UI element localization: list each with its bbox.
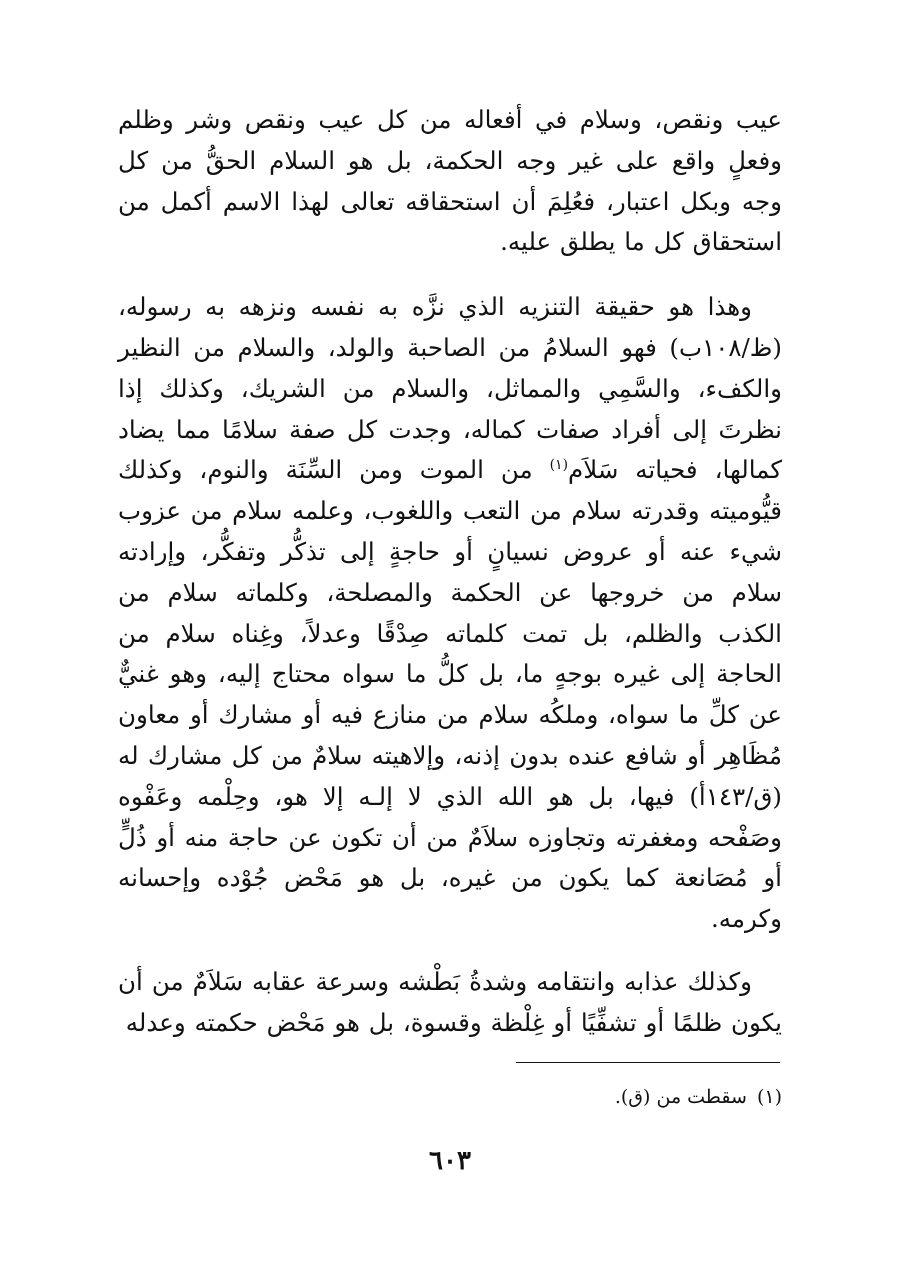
paragraph-2-text-before: وهذا هو حقيقة التنزيه الذي نزَّه به نفسه ونزهه به رسوله، (ظ/١٠٨ب) فهو السلامُ من الصاحبة والولد، والسلام من النظير والكفء، والسَّمِي والمماثل، والسلام من الشريك، وكذلك إذا نظرتَ إلى أفراد صفات كماله، وجدت كل صفة سلامًا مما يضاد كمالها، فحياته سَلاَم [118,292,782,485]
page-number: ٦٠٣ [429,1146,471,1176]
page-body [118,100,782,1044]
paragraph-2 [118,287,782,940]
paragraph-2-text-after: من الموت ومن السِّنَة والنوم، وكذلك قيُّوميته وقدرته سلام من التعب واللغوب، وعلمه سلام من عزوب شيء عنه أو عروض نسيانٍ أو حاجةٍ إلى تذكُّر وتفكُّر، وإرادته سلام من خروجها عن الحكمة والمصلحة، وكلماته سلام من الكذب والظلم، بل تمت كلماته صِدْقًا وعدلاً، وغِناه سلام من الحاجة إلى غيره بوجهٍ ما، بل كلُّ ما سواه محتاج إليه، وهو غنيٌّ عن كلِّ ما سواه، وملكُه سلام من منازع فيه أو مشارك أو معاون مُظَاهِر أو شافع عنده بدون إذنه، وإلاهيته سلامٌ من كل مشارك له (ق/١٤٣أ) فيها، بل هو الله الذي لا إلـه إلا هو، وحِلْمه وعَفْوه وصَفْحه ومغفرته وتجاوزه سلاَمٌ من أن تكون عن حاجة منه أو ذُلٍّ أو مُصَانعة كما يكون من غيره، بل هو مَحْض جُوْده وإحسانه وكرمه. [118,455,782,934]
footnote-separator [516,1062,780,1063]
footnote-marker: (١) [756,1086,782,1108]
footnote-reference: (١) [549,457,569,474]
paragraph-1: عيب ونقص، وسلام في أفعاله من كل عيب ونقص وشر وظلم وفعلٍ واقع على غير وجه الحكمة، بل هو السلام الحقُّ من كل وجه وبكل اعتبار، فعُلِمَ أن استحقاقه تعالى لهذا الاسم أكمل من استحقاق كل ما يطلق عليه. [118,105,782,257]
paragraph-3: وكذلك عذابه وانتقامه وشدةُ بَطْشه وسرعة عقابه سَلاَمٌ من أن يكون ظلمًا أو تشفِّيًا أو غِلْظة وقسوة، بل هو مَحْض حكمته وعدله [118,966,782,1037]
footnote-text: سقطت من (ق). [614,1086,747,1108]
footnote [382,1084,782,1110]
